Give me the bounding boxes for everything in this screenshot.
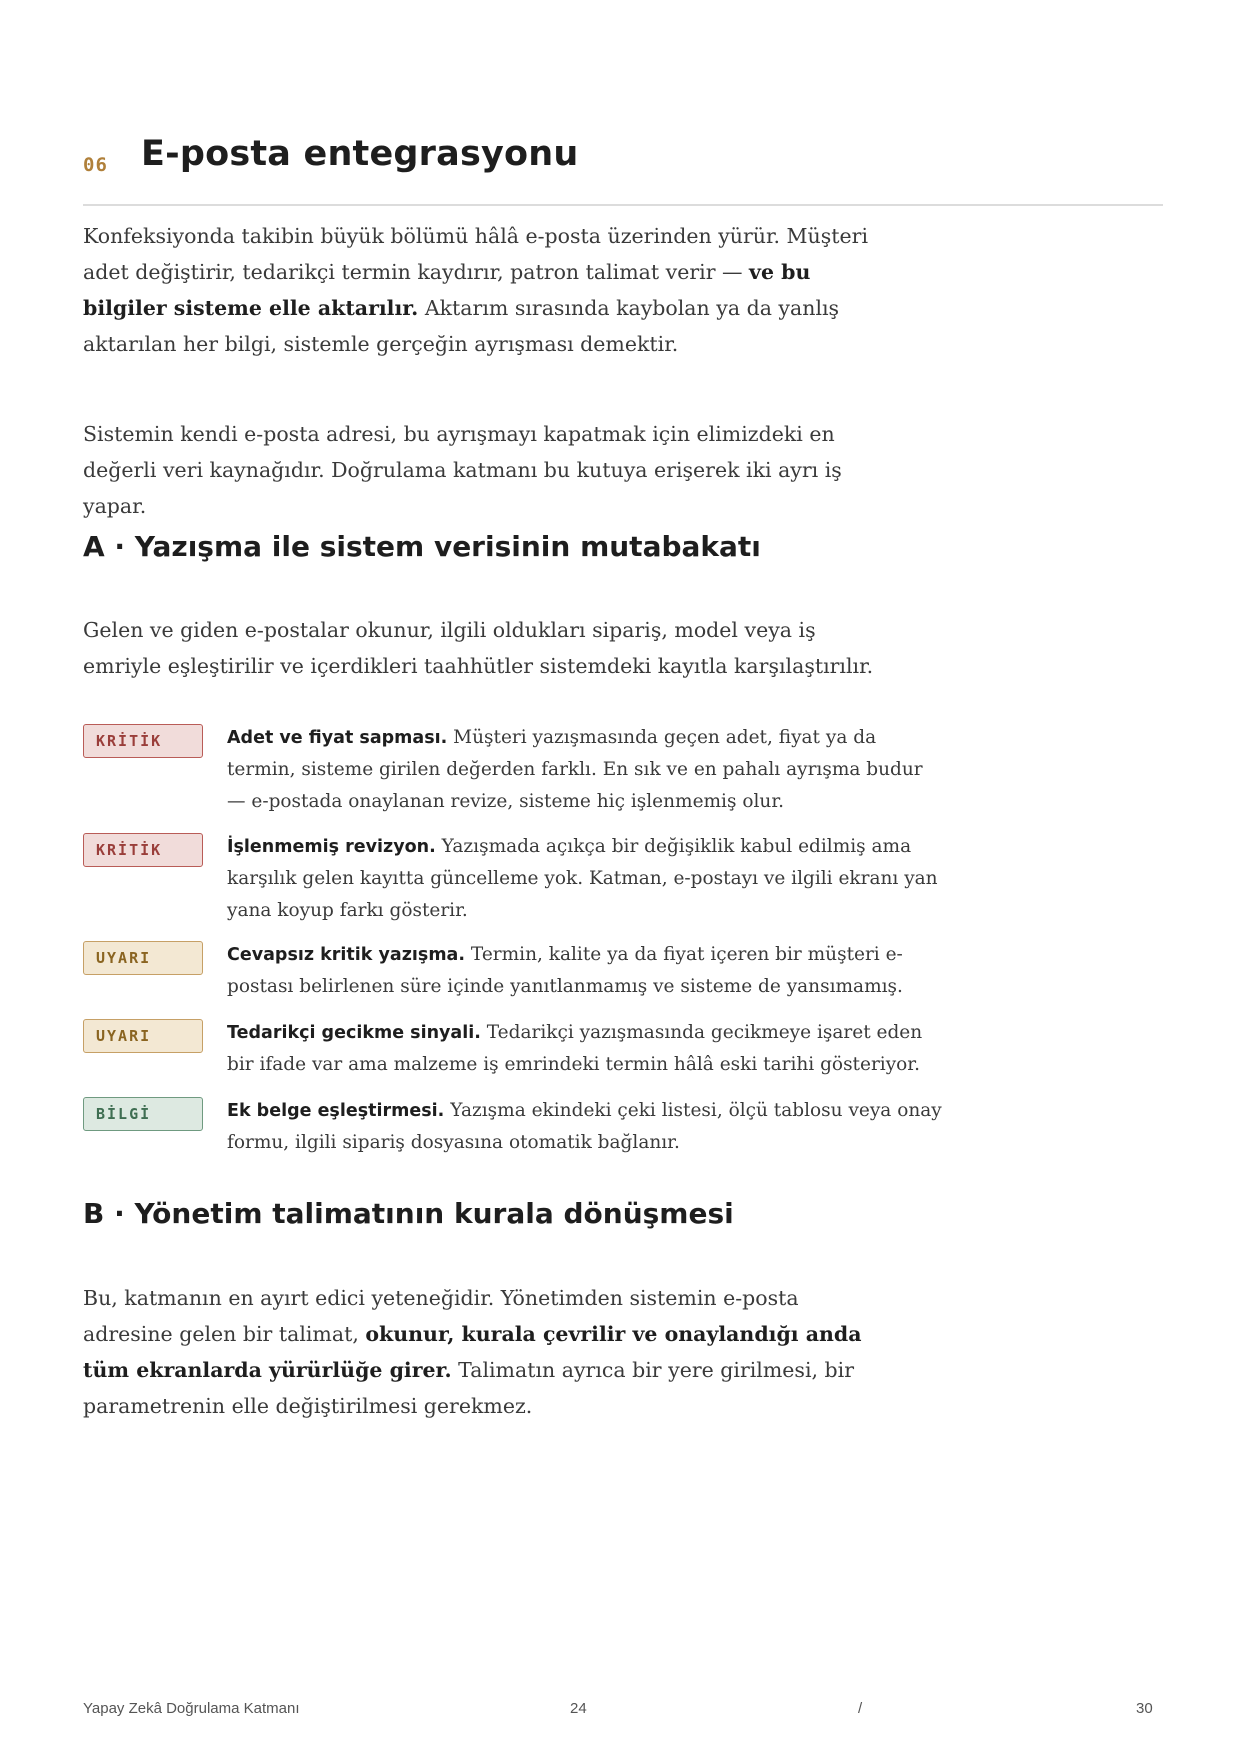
subsection-a-title: A · Yazışma ile sistem verisinin mutabakatı bbox=[83, 530, 761, 563]
section-title: E-posta entegrasyonu bbox=[141, 134, 579, 174]
subsection-b-bold: okunur, kurala çevrilir ve onaylandığı anda tüm ekranlarda yürürlüğe girer. bbox=[83, 1322, 862, 1382]
subsection-b-body bbox=[83, 1280, 883, 1424]
severity-badge-kritik: KRİTİK bbox=[83, 724, 203, 758]
finding-lead: Tedarikçi gecikme sinyali. bbox=[227, 1023, 481, 1043]
finding-lead: İşlenmemiş revizyon. bbox=[227, 837, 436, 857]
finding-description: Yazışmada açıkça bir değişiklik kabul edilmiş ama karşılık gelen kayıtta güncelleme yok. Katman, e-postayı ve ilgili ekranı yan yana koyup farkı gösterir. bbox=[227, 836, 938, 921]
subsection-b-title: B · Yönetim talimatının kurala dönüşmesi bbox=[83, 1197, 734, 1230]
section-number: 06 bbox=[83, 154, 108, 176]
footer-document-title: Yapay Zekâ Doğrulama Katmanı bbox=[83, 1700, 300, 1717]
footer-total-pages: 30 bbox=[1136, 1700, 1153, 1717]
intro-text-b: Aktarım sırasında kaybolan ya da yanlış aktarılan her bilgi, sistemle gerçeğin ayrışması demektir. bbox=[83, 296, 840, 356]
severity-badge-kritik: KRİTİK bbox=[83, 833, 203, 867]
finding-text bbox=[227, 1095, 947, 1159]
severity-badge-uyari: UYARI bbox=[83, 941, 203, 975]
finding-text bbox=[227, 1017, 947, 1081]
finding-description: Termin, kalite ya da fiyat içeren bir müşteri e-postası belirlenen süre içinde yanıtlanmamış ve sisteme de yansımamış. bbox=[227, 944, 903, 997]
subsection-a-body: Gelen ve giden e-postalar okunur, ilgili oldukları sipariş, model veya iş emriyle eşleştirilir ve içerdikleri taahhütler sistemdeki kayıtla karşılaştırılır. bbox=[83, 618, 874, 678]
subsection-b-text-b: Talimatın ayrıca bir yere girilmesi, bir parametrenin elle değiştirilmesi gerekmez. bbox=[83, 1358, 855, 1418]
finding-lead: Adet ve fiyat sapması. bbox=[227, 728, 448, 748]
subsection-b-text-a: Bu, katmanın en ayırt edici yeteneğidir. Yönetimden sistemin e-posta adresine gelen bir talimat, bbox=[83, 1286, 799, 1346]
section-header bbox=[83, 132, 1163, 206]
severity-badge-bilgi: BİLGİ bbox=[83, 1097, 203, 1131]
intro-paragraph-1 bbox=[83, 218, 883, 362]
finding-text bbox=[227, 722, 947, 818]
footer-page-number: 24 bbox=[570, 1700, 587, 1717]
finding-description: Yazışma ekindeki çeki listesi, ölçü tablosu veya onay formu, ilgili sipariş dosyasına otomatik bağlanır. bbox=[227, 1100, 942, 1153]
finding-description: Müşteri yazışmasında geçen adet, fiyat ya da termin, sisteme girilen değerden farklı. En sık ve en pahalı ayrışma budur — e-postada onaylanan revize, sisteme hiç işlenmemiş olur. bbox=[227, 727, 923, 812]
finding-description: Tedarikçi yazışmasında gecikmeye işaret eden bir ifade var ama malzeme iş emrindeki termin hâlâ eski tarihi gösteriyor. bbox=[227, 1022, 923, 1075]
intro-bold: ve bu bilgiler sisteme elle aktarılır. bbox=[83, 260, 811, 320]
intro-paragraph-2: Sistemin kendi e-posta adresi, bu ayrışmayı kapatmak için elimizdeki en değerli veri kaynağıdır. Doğrulama katmanı bu kutuya erişerek iki ayrı iş yapar. bbox=[83, 422, 842, 518]
severity-badge-uyari: UYARI bbox=[83, 1019, 203, 1053]
finding-lead: Ek belge eşleştirmesi. bbox=[227, 1101, 445, 1121]
footer-separator: / bbox=[858, 1700, 863, 1717]
finding-text bbox=[227, 831, 947, 927]
intro-text-a: Konfeksiyonda takibin büyük bölümü hâlâ e-posta üzerinden yürür. Müşteri adet değiştirir, tedarikçi termin kaydırır, patron talimat verir — bbox=[83, 224, 868, 284]
finding-lead: Cevapsız kritik yazışma. bbox=[227, 945, 466, 965]
finding-text bbox=[227, 939, 947, 1003]
